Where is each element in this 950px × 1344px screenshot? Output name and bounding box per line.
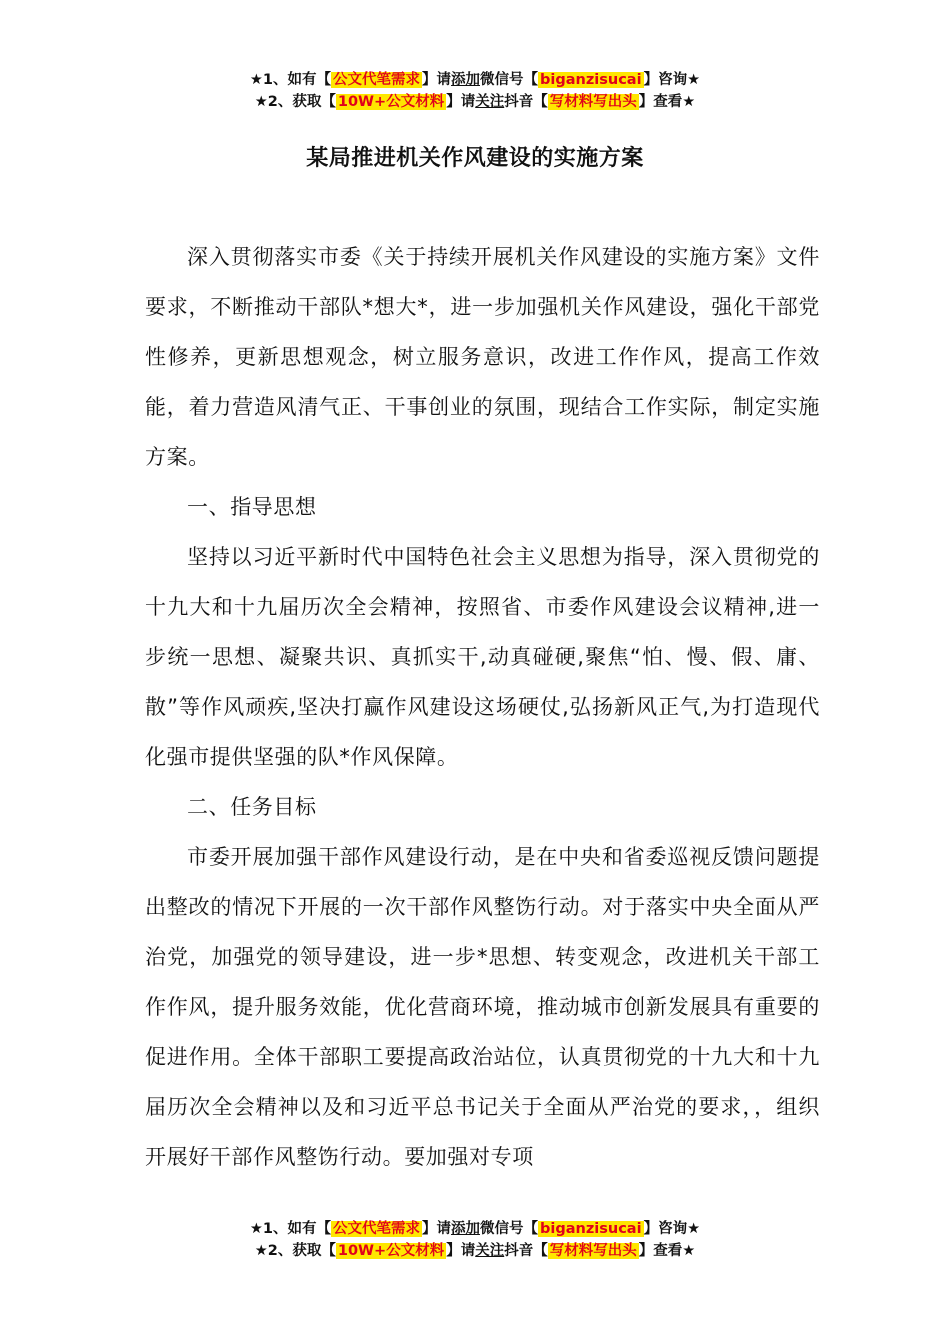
highlight-service: 公文代笔需求 [333,72,421,88]
highlight-wechat-id: biganzisucai [540,1221,642,1237]
underline-follow: 关注 [475,94,505,110]
highlight-materials: 10W+公文材料 [337,94,445,110]
underline-follow: 关注 [475,1243,505,1259]
underline-add: 添加 [451,1221,481,1237]
promo-line-1: ★1、如有【 公文代笔需求 】请添加微信号【 biganzisucai 】咨询★ [249,72,701,88]
star-icon: ★ [254,94,268,110]
heading-guiding-ideology: 一、指导思想 [187,495,317,519]
star-icon: ★ [254,1243,268,1259]
heading-task-goals: 二、任务目标 [187,795,317,819]
paragraph-guiding-ideology: 坚持以习近平新时代中国特色社会主义思想为指导，深入贯彻党的十九大和十九届历次全会精神，按照省、市委作风建设会议精神,进一步统一思想、凝聚共识、真抓实干,动真碰硬,聚焦“怕、慢、假、庸、散”等作风顽疾,坚决打赢作风建设这场硬仗,弘扬新风正气,为打造现代化强市提供坚强的队*作风保障。 [145,545,820,769]
promo-banner-bottom [0,1218,950,1262]
promo-line-1: ★1、如有【 公文代笔需求 】请添加微信号【 biganzisucai 】咨询★ [249,1221,701,1237]
highlight-materials: 10W+公文材料 [337,1243,445,1259]
underline-add: 添加 [451,72,481,88]
highlight-account: 写材料写出头 [549,1243,637,1259]
highlight-service: 公文代笔需求 [333,1221,421,1237]
star-icon: ★ [249,72,263,88]
star-icon: ★ [249,1221,263,1237]
promo-line-2: ★2、获取【 10W+公文材料 】请关注抖音【 写材料写出头 】查看★ [254,1243,696,1259]
highlight-wechat-id: biganzisucai [540,72,642,88]
document-title: 某局推进机关作风建设的实施方案 [306,146,644,171]
document-body [145,232,820,1182]
promo-line-2: ★2、获取【 10W+公文材料 】请关注抖音【 写材料写出头 】查看★ [254,94,696,110]
highlight-account: 写材料写出头 [549,94,637,110]
promo-banner-top [0,69,950,113]
paragraph-intro: 深入贯彻落实市委《关于持续开展机关作风建设的实施方案》文件要求，不断推动干部队*想大*，进一步加强机关作风建设，强化干部党性修养，更新思想观念，树立服务意识，改进工作作风，提高工作效能，着力营造风清气正、干事创业的氛围，现结合工作实际，制定实施方案。 [145,245,820,469]
paragraph-task-goals: 市委开展加强干部作风建设行动，是在中央和省委巡视反馈问题提出整改的情况下开展的一次干部作风整饬行动。对于落实中央全面从严治党，加强党的领导建设，进一步*思想、转变观念，改进机关干部工作作风，提升服务效能，优化营商环境，推动城市创新发展具有重要的促进作用。全体干部职工要提高政治站位，认真贯彻党的十九大和十九届历次全会精神以及和习近平总书记关于全面从严治党的要求，，组织开展好干部作风整饬行动。要加强对专项 [145,845,820,1169]
